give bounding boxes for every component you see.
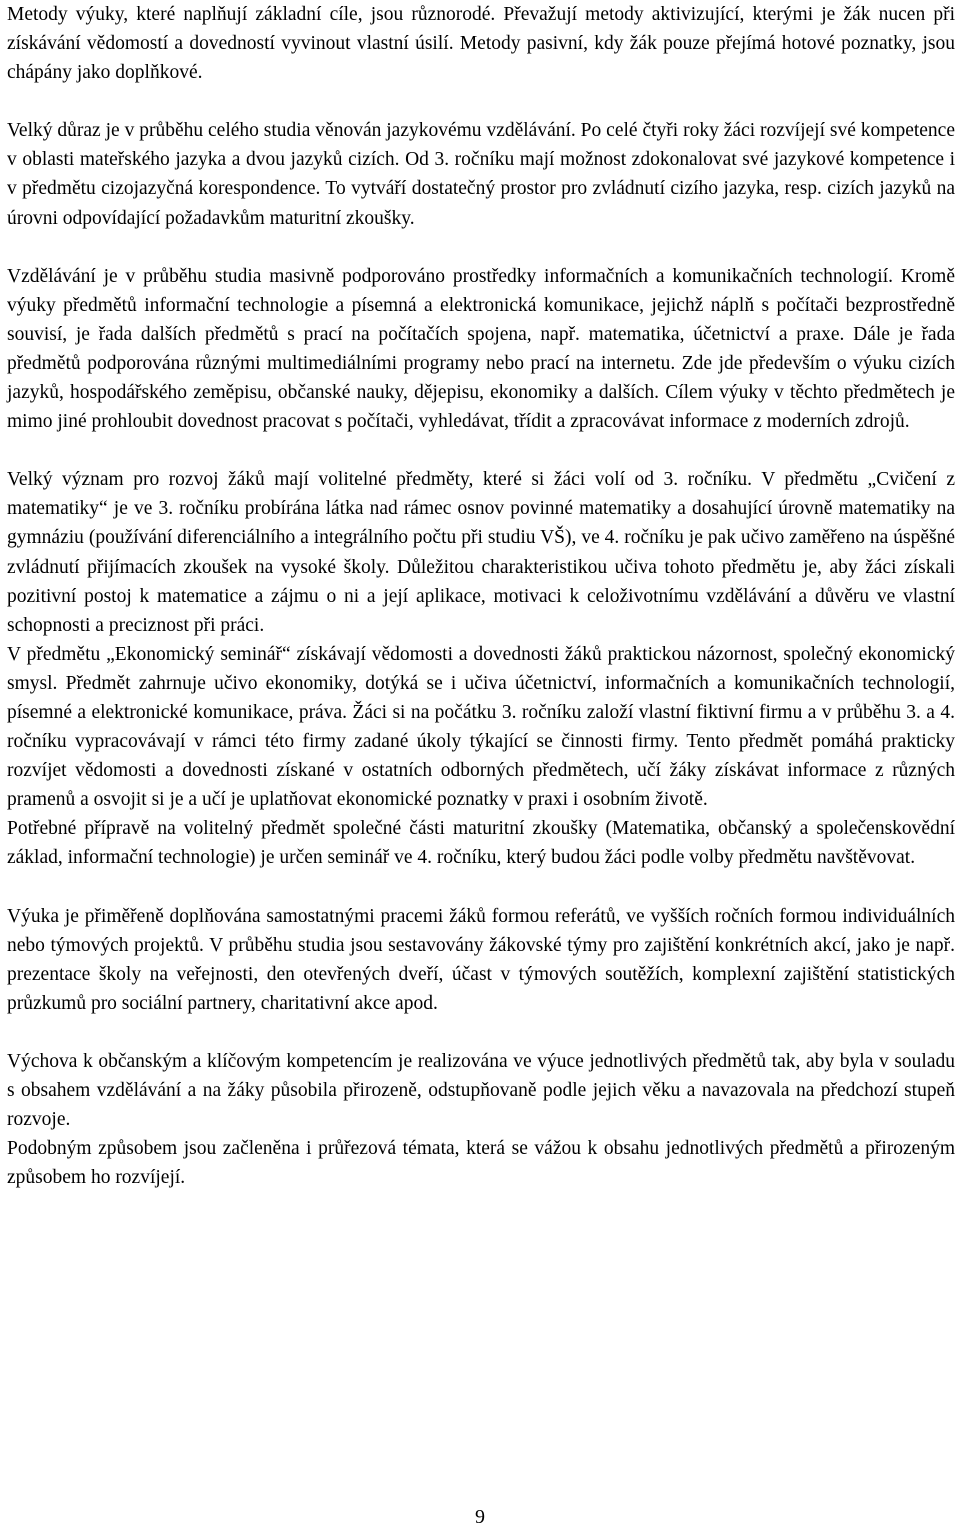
paragraph-language-education: Velký důraz je v průběhu celého studia věnován jazykovému vzdělávání. Po celé čtyři roky žáci rozvíjejí své kompetence v oblasti mateřského jazyka a dvou jazyků cizích. Od 3. ročníku mají možnost zdokonalovat své jazykové kompetence i v předmětu cizojazyčná korespondence. To vytváří dostatečný prostor pro zvládnutí cizího jazyka, resp. cizích jazyků na úrovni odpovídající požadavkům maturitní zkoušky. <box>7 120 955 229</box>
paragraph-civic-competences: Výchova k občanským a klíčovým kompetencím je realizována ve výuce jednotlivých předmětů tak, aby byla v souladu s obsahem vzdělávání a na žáky působila přirozeně, odstupňovaně podle jejich věku a navazovala na předchozí stupeň rozvoje. <box>7 1050 955 1131</box>
paragraph-ict-support: Vzdělávání je v průběhu studia masivně podporováno prostředky informačních a komunikačních technologií. Kromě výuky předmětů informační technologie a písemná a elektronická komunikace, jejichž náplň s počítači bezprostředně souvisí, je řada dalších předmětů s prací na počítačích spojena, např. matematika, účetnictví a praxe. Dále je řada předmětů podporována různými multimediálními programy nebo prací na internetu. Zde jde především o výuku cizích jazyků, hospodářského zeměpisu, občanské nauky, dějepisu, ekonomiky a dalších. Cílem výuky v těchto předmětech je mimo jiné prohloubit dovednost pracovat s počítači, vyhledávat, třídit a zpracovávat informace z moderních zdrojů. <box>7 265 955 433</box>
paragraph-projects: Výuka je přiměřeně doplňována samostatnými pracemi žáků formou referátů, ve vyšších ročních formou individuálních nebo týmových projektů. V průběhu studia jsou sestavovány žákovské týmy pro zajištění konkrétních akcí, jako je např. prezentace školy na veřejnosti, den otevřených dveří, účast v týmových soutěžích, komplexní zajištění statistických průzkumů pro sociální partnery, charitativní akce apod. <box>7 905 955 1014</box>
document-body <box>7 0 955 1192</box>
page-number: 9 <box>475 1506 485 1528</box>
paragraph-cross-curricular: Podobným způsobem jsou začleněna i průřezová témata, která se vážou k obsahu jednotlivých předmětů a přirozeným způsobem ho rozvíjejí. <box>7 1138 955 1189</box>
paragraph-economic-seminar: V předmětu „Ekonomický seminář“ získávají vědomosti a dovednosti žáků praktickou názornost, společný ekonomický smysl. Předmět zahrnuje učivo ekonomiky, dotýká se i učiva účetnictví, informačních a komunikačních technologií, písemné a elektronické komunikace, práva. Žáci si na počátku 3. ročníku založí vlastní fiktivní firmu a v průběhu 3. a 4. ročníku vypracovávají v rámci této firmy zadané úkoly týkající se činnosti firmy. Tento předmět pomáhá prakticky rozvíjet vědomosti a dovednosti získané v ostatních odborných předmětech, učí žáky získávat informace z různých pramenů a osvojit si je a učí je uplatňovat ekonomické poznatky v praxi i osobním životě. <box>7 643 955 811</box>
paragraph-elective-math: Velký význam pro rozvoj žáků mají volitelné předměty, které si žáci volí od 3. ročníku. V předmětu „Cvičení z matematiky“ je ve 3. ročníku probírána látka nad rámec osnov povinné matematiky a dosahující úrovně matematiky na gymnáziu (používání diferenciálního a integrálního počtu při studiu VŠ), ve 4. ročníku je pak učivo zaměřeno na úspěšné zvládnutí přijímacích zkoušek na vysoké školy. Důležitou charakteristikou učiva tohoto předmětu je, aby žáci získali pozitivní postoj k matematice a zájmu o ni a její aplikace, motivaci k celoživotnímu vzdělávání a důvěru ve vlastní schopnosti a preciznost při práci. <box>7 469 955 636</box>
paragraph-teaching-methods: Metody výuky, které naplňují základní cíle, jsou různorodé. Převažují metody aktivizující, kterými je žák nucen při získávání vědomostí a dovedností vyvinout vlastní úsilí. Metody pasivní, kdy žák pouze přejímá hotové poznatky, jsou chápány jako doplňkové. <box>7 4 955 84</box>
paragraph-maturita-seminar: Potřebné přípravě na volitelný předmět společné části maturitní zkoušky (Matematika, občanský a společenskovědní základ, informační technologie) je určen seminář ve 4. ročníku, který budou žáci podle volby předmětu navštěvovat. <box>7 818 955 869</box>
